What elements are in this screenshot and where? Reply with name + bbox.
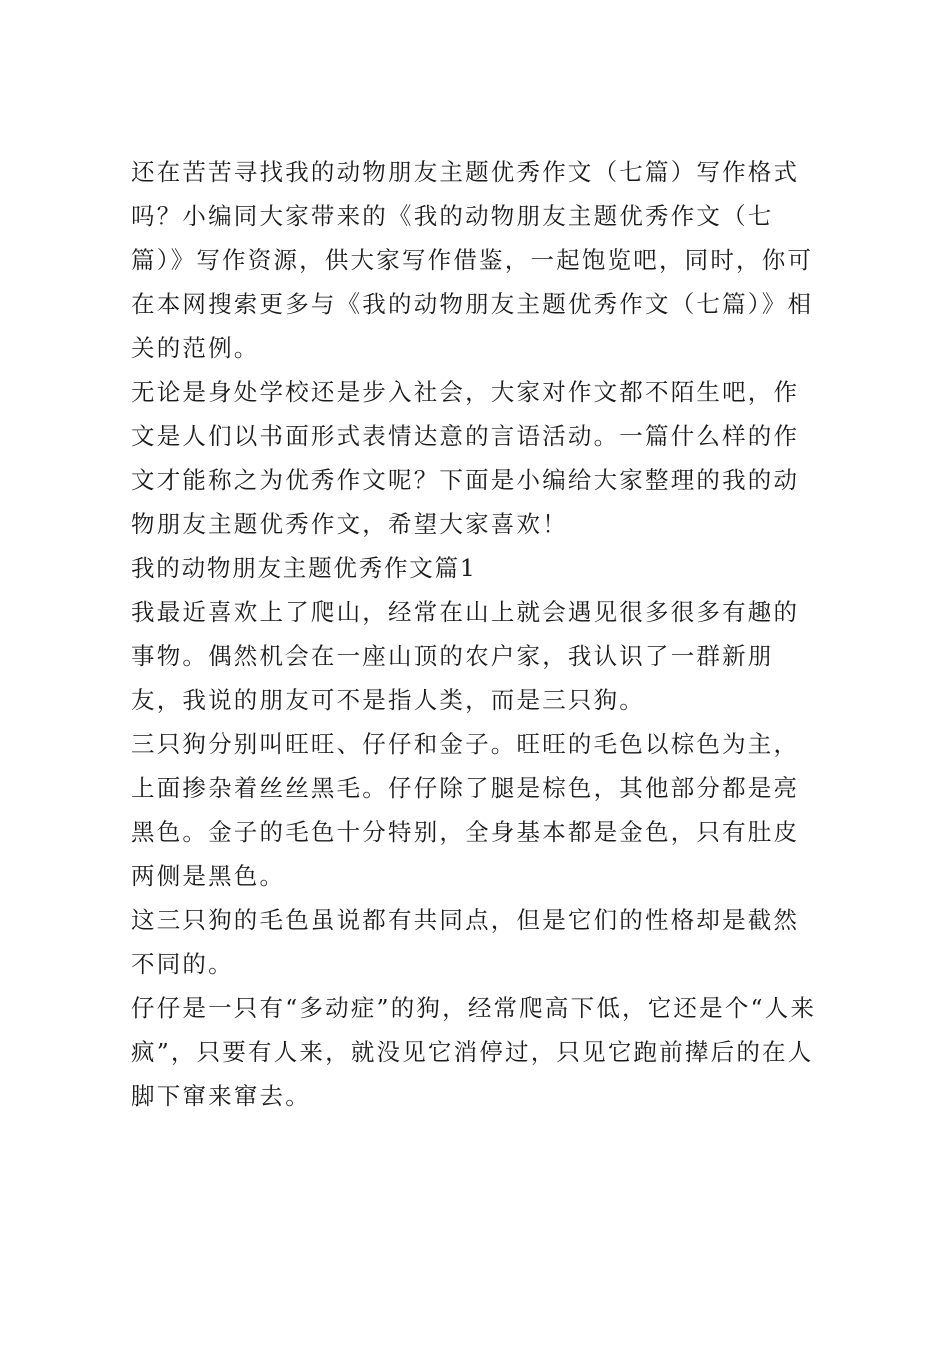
preface-paragraph: 无论是身处学校还是步入社会，大家对作文都不陌生吧，作文是人们以书面形式表情达意的言语活动。一篇什么样的作文才能称之为优秀作文呢？下面是小编给大家整理的我的动物朋友主题优秀作文，希望大家喜欢！ (131, 378, 800, 538)
body-paragraph: 这三只狗的毛色虽说都有共同点，但是它们的性格却是截然不同的。 (131, 906, 800, 978)
essay-title: 我的动物朋友主题优秀作文篇1 (131, 554, 477, 582)
document-body (131, 150, 821, 1118)
body-paragraph: 三只狗分别叫旺旺、仔仔和金子。旺旺的毛色以棕色为主，上面掺杂着丝丝黑毛。仔仔除了腿是棕色，其他部分都是亮黑色。金子的毛色十分特别，全身基本都是金色，只有肚皮两侧是黑色。 (131, 730, 800, 890)
body-paragraph: 我最近喜欢上了爬山，经常在山上就会遇见很多很多有趣的事物。偶然机会在一座山顶的农户家，我认识了一群新朋友，我说的朋友可不是指人类，而是三只狗。 (131, 598, 800, 714)
body-paragraph: 仔仔是一只有“多动症”的狗，经常爬高下低，它还是个“人来疯”，只要有人来，就没见它消停过，只见它跑前撵后的在人脚下窜来窜去。 (131, 994, 817, 1110)
intro-paragraph: 还在苦苦寻找我的动物朋友主题优秀作文（七篇）写作格式吗？小编同大家带来的《我的动物朋友主题优秀作文（七篇）》写作资源，供大家写作借鉴，一起饱览吧，同时，你可在本网搜索更多与《我的动物朋友主题优秀作文（七篇）》相关的范例。 (131, 158, 814, 362)
